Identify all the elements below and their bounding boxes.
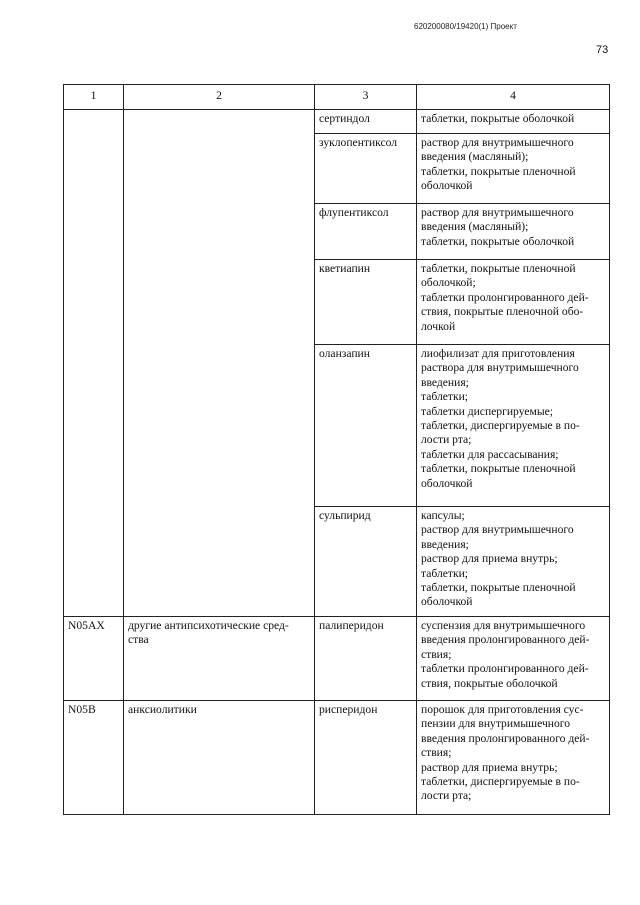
dosage-form-cell: раствор для внутримышечного введения (масляный); таблетки, покрытые пленочной оболочкой <box>417 134 610 204</box>
group-name-cell: анксиолитики <box>124 701 315 815</box>
table-row-n05b <box>64 701 610 815</box>
substance-cell: флупентиксол <box>315 204 417 260</box>
table-row <box>64 110 610 134</box>
dosage-form-cell: таблетки, покрытые оболочкой <box>417 110 610 134</box>
page-number: 73 <box>596 44 609 56</box>
dosage-form-cell: суспензия для внутримышечного введения пролонгированного дей- ствия; таблетки пролонгированного дей- ствия, покрытые оболочкой <box>417 617 610 701</box>
substance-cell: сертиндол <box>315 110 417 134</box>
column-header-2: 2 <box>124 85 315 110</box>
substance-cell: оланзапин <box>315 345 417 507</box>
column-header-4: 4 <box>417 85 610 110</box>
table-row-n05ax <box>64 617 610 701</box>
substance-cell: рисперидон <box>315 701 417 815</box>
code-cell-empty <box>64 110 124 617</box>
dosage-form-cell: таблетки, покрытые пленочной оболочкой; таблетки пролонгированного дей- ствия, покрытые пленочной обо- лочкой <box>417 260 610 345</box>
atc-code-cell: N05AX <box>64 617 124 701</box>
dosage-form-cell: лиофилизат для приготовления раствора для внутримышечного введения; таблетки; таблетки диспергируемые; таблетки, диспергируемые в по- лости рта; таблетки для рассасывания; таблетки, покрытые пленочной оболочкой <box>417 345 610 507</box>
group-name-cell: другие антипсихотические сред- ства <box>124 617 315 701</box>
group-cell-empty <box>124 110 315 617</box>
substance-cell: палиперидон <box>315 617 417 701</box>
dosage-form-cell: порошок для приготовления сус- пензии для внутримышечного введения пролонгированного дей- ствия; раствор для приема внутрь; таблетки, диспергируемые в по- лости рта; <box>417 701 610 815</box>
substance-cell: кветиапин <box>315 260 417 345</box>
dosage-form-cell: раствор для внутримышечного введения (масляный); таблетки, покрытые оболочкой <box>417 204 610 260</box>
substance-cell: сульпирид <box>315 507 417 617</box>
column-header-3: 3 <box>315 85 417 110</box>
substance-cell: зуклопентиксол <box>315 134 417 204</box>
column-header-1: 1 <box>64 85 124 110</box>
atc-code-cell: N05B <box>64 701 124 815</box>
table-header-row <box>64 85 610 110</box>
dosage-form-cell: капсулы; раствор для внутримышечного введения; раствор для приема внутрь; таблетки; таблетки, покрытые пленочной оболочкой <box>417 507 610 617</box>
medication-table <box>63 84 610 815</box>
document-id: 620200080/19420(1) Проект <box>414 22 517 31</box>
